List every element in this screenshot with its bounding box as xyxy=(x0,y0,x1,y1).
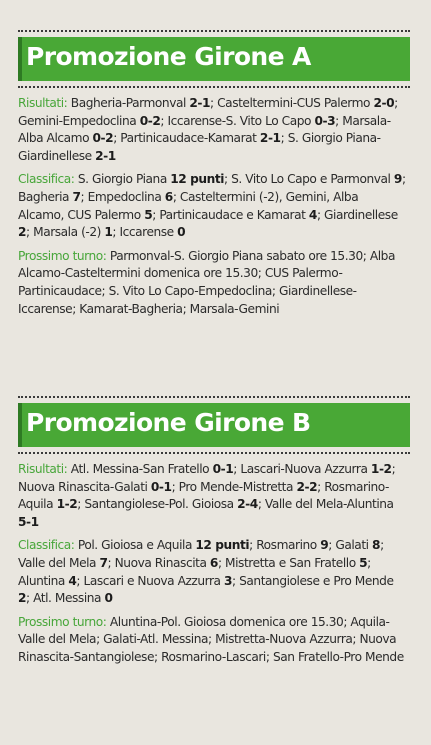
match-score: 0-2 xyxy=(92,131,114,146)
standing-points: 5 xyxy=(359,555,368,570)
separator: ; xyxy=(317,479,325,494)
standing-entry xyxy=(18,574,84,588)
match-teams: Santangiolese-Pol. Gioiosa xyxy=(84,497,234,512)
separator: ; xyxy=(328,538,336,553)
match-teams: Marsala-Alba Alcamo xyxy=(18,113,391,146)
standing-points: 0 xyxy=(104,591,113,606)
match-score: 5-1 xyxy=(18,514,39,529)
match-result xyxy=(240,462,395,476)
match-result xyxy=(217,96,398,110)
next-round-label: Prossimo turno: xyxy=(18,614,107,629)
standing-points: 9 xyxy=(320,538,329,553)
standing-points: 3 xyxy=(224,573,233,588)
separator: ; xyxy=(391,462,396,476)
standing-entry xyxy=(115,556,225,570)
separator: ; xyxy=(113,131,121,146)
match-result xyxy=(18,114,167,128)
separator: ; xyxy=(394,96,398,110)
match-result xyxy=(71,96,217,110)
dotted-divider-top xyxy=(18,396,410,398)
match-teams: Atl. Messina-San Fratello xyxy=(70,462,210,476)
section-banner xyxy=(18,403,410,447)
standings-paragraph xyxy=(18,537,410,607)
section-title: Promozione Girone A xyxy=(26,42,311,71)
standing-entry xyxy=(256,538,335,552)
separator: ; xyxy=(26,225,34,240)
match-teams: Pro Mende-Mistretta xyxy=(178,479,293,494)
standing-teams: Marsala (-2) xyxy=(33,225,101,240)
separator: ; xyxy=(257,497,265,512)
standing-points: 2 xyxy=(18,591,27,606)
next-round-paragraph xyxy=(18,614,410,667)
standing-points: 6 xyxy=(209,555,218,570)
next-round-text: Parmonval-S. Giorgio Piana sabato ore 15.30; Alba Alcamo-Casteltermini domenica ore 15.30; CUS Palermo-Partinicaudace; S. Vito Lo Capo-Empedoclina; Giardinellese-Iccarense; Kamarat-Bagheria; Marsala-Gemini xyxy=(18,248,395,316)
separator: ; xyxy=(210,96,218,110)
match-score: 0-2 xyxy=(139,113,161,128)
separator: ; xyxy=(280,131,288,146)
dotted-divider-bottom xyxy=(18,452,410,454)
match-teams: Lascari-Nuova Azzurra xyxy=(240,462,368,476)
standing-entry xyxy=(33,225,119,239)
match-result xyxy=(71,462,241,476)
standings-label: Classifica: xyxy=(18,172,75,187)
standing-points: 5 xyxy=(144,207,153,222)
match-result xyxy=(18,480,179,494)
standing-entry xyxy=(231,172,406,186)
girone-a-section xyxy=(18,30,410,324)
standing-teams: Galati xyxy=(335,538,369,553)
match-score: 0-1 xyxy=(212,462,234,476)
results-paragraph xyxy=(18,461,410,531)
next-round-paragraph xyxy=(18,248,410,318)
separator: ; xyxy=(367,555,371,570)
match-result xyxy=(84,497,265,511)
match-score: 0-1 xyxy=(150,479,172,494)
match-score: 2-1 xyxy=(189,96,211,110)
standing-teams: Valle del Mela xyxy=(18,555,97,570)
match-teams: Nuova Rinascita-Galati xyxy=(18,479,148,494)
match-score: 2-1 xyxy=(95,148,116,163)
standing-points: 4 xyxy=(68,573,77,588)
next-round-label: Prossimo turno: xyxy=(18,248,107,263)
separator: ; xyxy=(223,172,232,187)
match-teams: S. Giorgio Piana-Giardinellese xyxy=(18,131,381,163)
standing-teams: Casteltermini (-2), Gemini, Alba Alcamo, CUS Palermo xyxy=(18,189,359,222)
standing-entry xyxy=(18,190,88,204)
section-body xyxy=(18,461,410,667)
standing-teams: Giardinellese xyxy=(324,207,398,222)
separator: ; xyxy=(107,555,115,570)
standing-teams: Mistretta e San Fratello xyxy=(225,555,356,570)
standing-teams: Lascari e Nuova Azzurra xyxy=(83,573,221,588)
standing-points: 7 xyxy=(99,555,108,570)
standing-points: 1 xyxy=(104,225,113,240)
separator: ; xyxy=(401,172,406,187)
separator: ; xyxy=(76,573,84,588)
match-score: 2-1 xyxy=(259,131,281,146)
standing-entry xyxy=(84,574,240,588)
separator: ; xyxy=(172,189,180,204)
match-teams: Casteltermini-CUS Palermo xyxy=(217,96,371,110)
match-result xyxy=(179,480,325,494)
standing-points: 0 xyxy=(177,225,186,240)
match-score: 2-2 xyxy=(296,479,318,494)
match-score: 2-0 xyxy=(373,96,395,110)
separator: ; xyxy=(380,538,384,553)
section-title: Promozione Girone B xyxy=(26,408,311,437)
separator: ; xyxy=(249,538,257,553)
standing-points: 9 xyxy=(393,172,402,187)
standing-entry xyxy=(335,538,383,552)
standing-teams: Bagheria xyxy=(18,189,70,204)
separator: ; xyxy=(217,555,226,570)
separator: ; xyxy=(335,113,343,128)
match-score: 0-3 xyxy=(314,113,336,128)
standing-entry xyxy=(88,190,180,204)
standing-entry xyxy=(159,208,324,222)
dotted-divider-top xyxy=(18,30,410,32)
girone-b-section xyxy=(18,396,410,673)
match-teams: Iccarense-S. Vito Lo Capo xyxy=(167,113,312,128)
separator: ; xyxy=(160,113,168,128)
standing-points: 12 punti xyxy=(195,538,250,553)
section-body xyxy=(18,95,410,318)
standing-teams: S. Giorgio Piana xyxy=(77,172,167,187)
standings-paragraph xyxy=(18,171,410,241)
standing-points: 12 punti xyxy=(170,172,224,187)
standing-points: 7 xyxy=(72,189,81,204)
next-round-text: Aluntina-Pol. Gioiosa domenica ore 15.30; Aquila-Valle del Mela; Galati-Atl. Messina; Mistretta-Nuova Azzurra; Nuova Rinascita-Santangiolese; Rosmarino-Lascari; San Fratello-Pro Mende xyxy=(18,614,404,664)
standing-points: 6 xyxy=(164,189,173,204)
dotted-divider-bottom xyxy=(18,86,410,88)
match-result xyxy=(120,131,287,145)
match-score: 1-2 xyxy=(56,497,78,512)
standing-entry xyxy=(33,591,112,605)
standing-teams: S. Vito Lo Capo e Parmonval xyxy=(231,172,391,187)
standing-teams: Nuova Rinascita xyxy=(114,555,207,570)
separator: ; xyxy=(80,189,88,204)
standing-teams: Empedoclina xyxy=(87,189,162,204)
match-score: 1-2 xyxy=(370,462,392,476)
standing-teams: Santangiolese e Pro Mende xyxy=(239,573,394,588)
standing-entry xyxy=(78,538,256,552)
match-teams: Rosmarino-Aquila xyxy=(18,479,389,512)
match-teams: Gemini-Empedoclina xyxy=(18,113,137,128)
separator: ; xyxy=(232,573,240,588)
results-label: Risultati: xyxy=(18,96,68,110)
standing-entry xyxy=(120,225,186,239)
standing-teams: Iccarense xyxy=(119,225,174,240)
separator: ; xyxy=(77,497,85,512)
standing-entry xyxy=(78,172,231,186)
standing-teams: Rosmarino xyxy=(256,538,317,553)
separator: ; xyxy=(26,591,34,606)
results-paragraph xyxy=(18,95,410,165)
separator: ; xyxy=(152,207,160,222)
section-banner xyxy=(18,37,410,81)
standing-teams: Atl. Messina xyxy=(33,591,102,606)
separator: ; xyxy=(233,462,241,476)
standing-teams: Aluntina xyxy=(18,573,65,588)
separator: ; xyxy=(112,225,120,240)
match-result xyxy=(167,114,342,128)
standing-entry xyxy=(18,556,115,570)
separator: ; xyxy=(171,479,179,494)
standing-teams: Pol. Gioiosa e Aquila xyxy=(77,538,192,553)
match-teams: Partinicaudace-Kamarat xyxy=(120,131,257,146)
standing-points: 4 xyxy=(308,207,317,222)
separator: ; xyxy=(316,207,325,222)
standing-points: 8 xyxy=(372,538,381,553)
match-teams: Bagheria-Parmonval xyxy=(70,96,186,110)
standings-label: Classifica: xyxy=(18,538,75,553)
match-score: 2-4 xyxy=(237,497,258,512)
standing-entry xyxy=(225,556,371,570)
standing-teams: Partinicaudace e Kamarat xyxy=(159,207,306,222)
results-label: Risultati: xyxy=(18,462,68,476)
standing-points: 2 xyxy=(18,225,27,240)
match-teams: Valle del Mela-Aluntina xyxy=(264,497,394,512)
